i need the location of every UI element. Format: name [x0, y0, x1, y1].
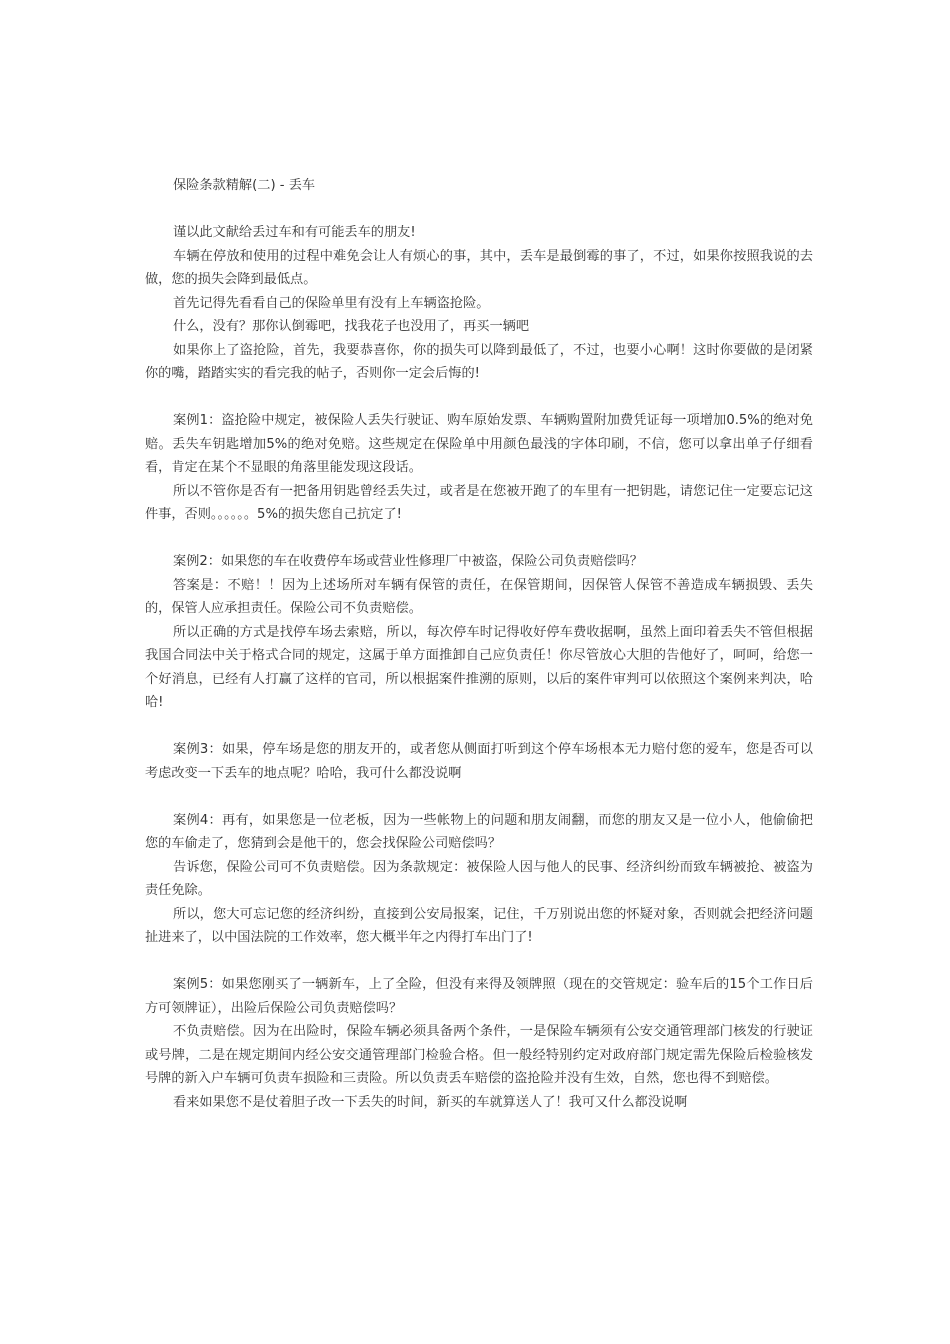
document-title: 保险条款精解(二) - 丢车 — [173, 178, 316, 193]
case4-paragraph: 案例4：再有，如果您是一位老板，因为一些帐物上的问题和朋友闹翻，而您的朋友又是一位小人，他偷偷把您的车偷走了，您猜到会是他干的，您会找保险公司赔偿吗？ — [145, 812, 813, 851]
case2-paragraph: 所以正确的方式是找停车场去索赔，所以，每次停车时记得收好停车费收据啊，虽然上面印着丢失不管但根据我国合同法中关于格式合同的规定，这属于单方面推卸自己应负责任！你尽管放心大胆的告他好了，呵呵，给您一个好消息，已经有人打赢了这样的官司，所以根据案件推溯的原则，以后的案件审判可以依照这个案例来判决，哈哈! — [145, 624, 813, 710]
case4-paragraph: 告诉您，保险公司可不负责赔偿。因为条款规定：被保险人因与他人的民事、经济纠纷而致车辆被抢、被盗为责任免除。 — [145, 859, 813, 898]
spacer — [145, 386, 813, 410]
spacer — [145, 950, 813, 974]
intro-paragraph: 什么，没有？那你认倒霉吧，找我花子也没用了，再买一辆吧 — [173, 319, 530, 334]
intro-paragraph: 如果你上了盗抢险，首先，我要恭喜你，你的损失可以降到最低了，不过，也要小心啊！这时你要做的是闭紧你的嘴，踏踏实实的看完我的帖子，否则你一定会后悔的! — [145, 342, 813, 381]
case2-paragraph: 答案是：不赔！！因为上述场所对车辆有保管的责任，在保管期间，因保管人保管不善造成车辆损毁、丢失的，保管人应承担责任。保险公司不负责赔偿。 — [145, 577, 813, 616]
spacer — [145, 715, 813, 739]
case5-paragraph: 案例5：如果您刚买了一辆新车，上了全险，但没有来得及领牌照（现在的交管规定：验车后的15个工作日后方可领牌证），出险后保险公司负责赔偿吗？ — [145, 977, 813, 1016]
intro-paragraph: 首先记得先看看自己的保险单里有没有上车辆盗抢险。 — [173, 295, 490, 311]
intro-paragraph: 车辆在停放和使用的过程中难免会让人有烦心的事，其中，丢车是最倒霉的事了，不过，如果你按照我说的去做，您的损失会降到最低点。 — [145, 248, 813, 287]
case2-paragraph: 案例2：如果您的车在收费停车场或营业性修理厂中被盗，保险公司负责赔偿吗？ — [173, 554, 643, 569]
intro-paragraph: 谨以此文献给丢过车和有可能丢车的朋友! — [173, 225, 416, 240]
case5-paragraph: 不负责赔偿。因为在出险时，保险车辆必须具备两个条件，一是保险车辆须有公安交通管理部门核发的行驶证或号牌，二是在规定期间内经公安交通管理部门检验合格。但一般经特别约定对政府部门规定需先保险后检验核发号牌的新入户车辆可负责车损险和三责险。所以负责丢车赔偿的盗抢险并没有生效，自然，您也得不到赔偿。 — [145, 1024, 813, 1086]
case1-paragraph: 所以不管你是否有一把备用钥匙曾经丢失过，或者是在您被开跑了的车里有一把钥匙，请您记住一定要忘记这件事，否则。。。。。。5%的损失您自己抗定了! — [145, 483, 813, 522]
document-body — [145, 174, 813, 1114]
case1-paragraph: 案例1：盗抢险中规定，被保险人丢失行驶证、购车原始发票、车辆购置附加费凭证每一项增加0.5%的绝对免赔。丢失车钥匙增加5%的绝对免赔。这些规定在保险单中用颜色最浅的字体印刷，不信，您可以拿出单子仔细看看，肯定在某个不显眼的角落里能发现这段话。 — [145, 413, 813, 475]
case4-paragraph: 所以，您大可忘记您的经济纠纷，直接到公安局报案，记住，千万别说出您的怀疑对象，否则就会把经济问题扯进来了，以中国法院的工作效率，您大概半年之内得打车出门了! — [145, 906, 813, 945]
spacer — [145, 527, 813, 551]
case3-paragraph: 案例3：如果，停车场是您的朋友开的，或者您从侧面打听到这个停车场根本无力赔付您的爱车，您是否可以考虑改变一下丢车的地点呢？哈哈，我可什么都没说啊 — [145, 742, 813, 781]
spacer — [145, 198, 813, 222]
case5-paragraph: 看来如果您不是仗着胆子改一下丢失的时间，新买的车就算送人了！我可又什么都没说啊 — [173, 1094, 688, 1110]
spacer — [145, 785, 813, 809]
